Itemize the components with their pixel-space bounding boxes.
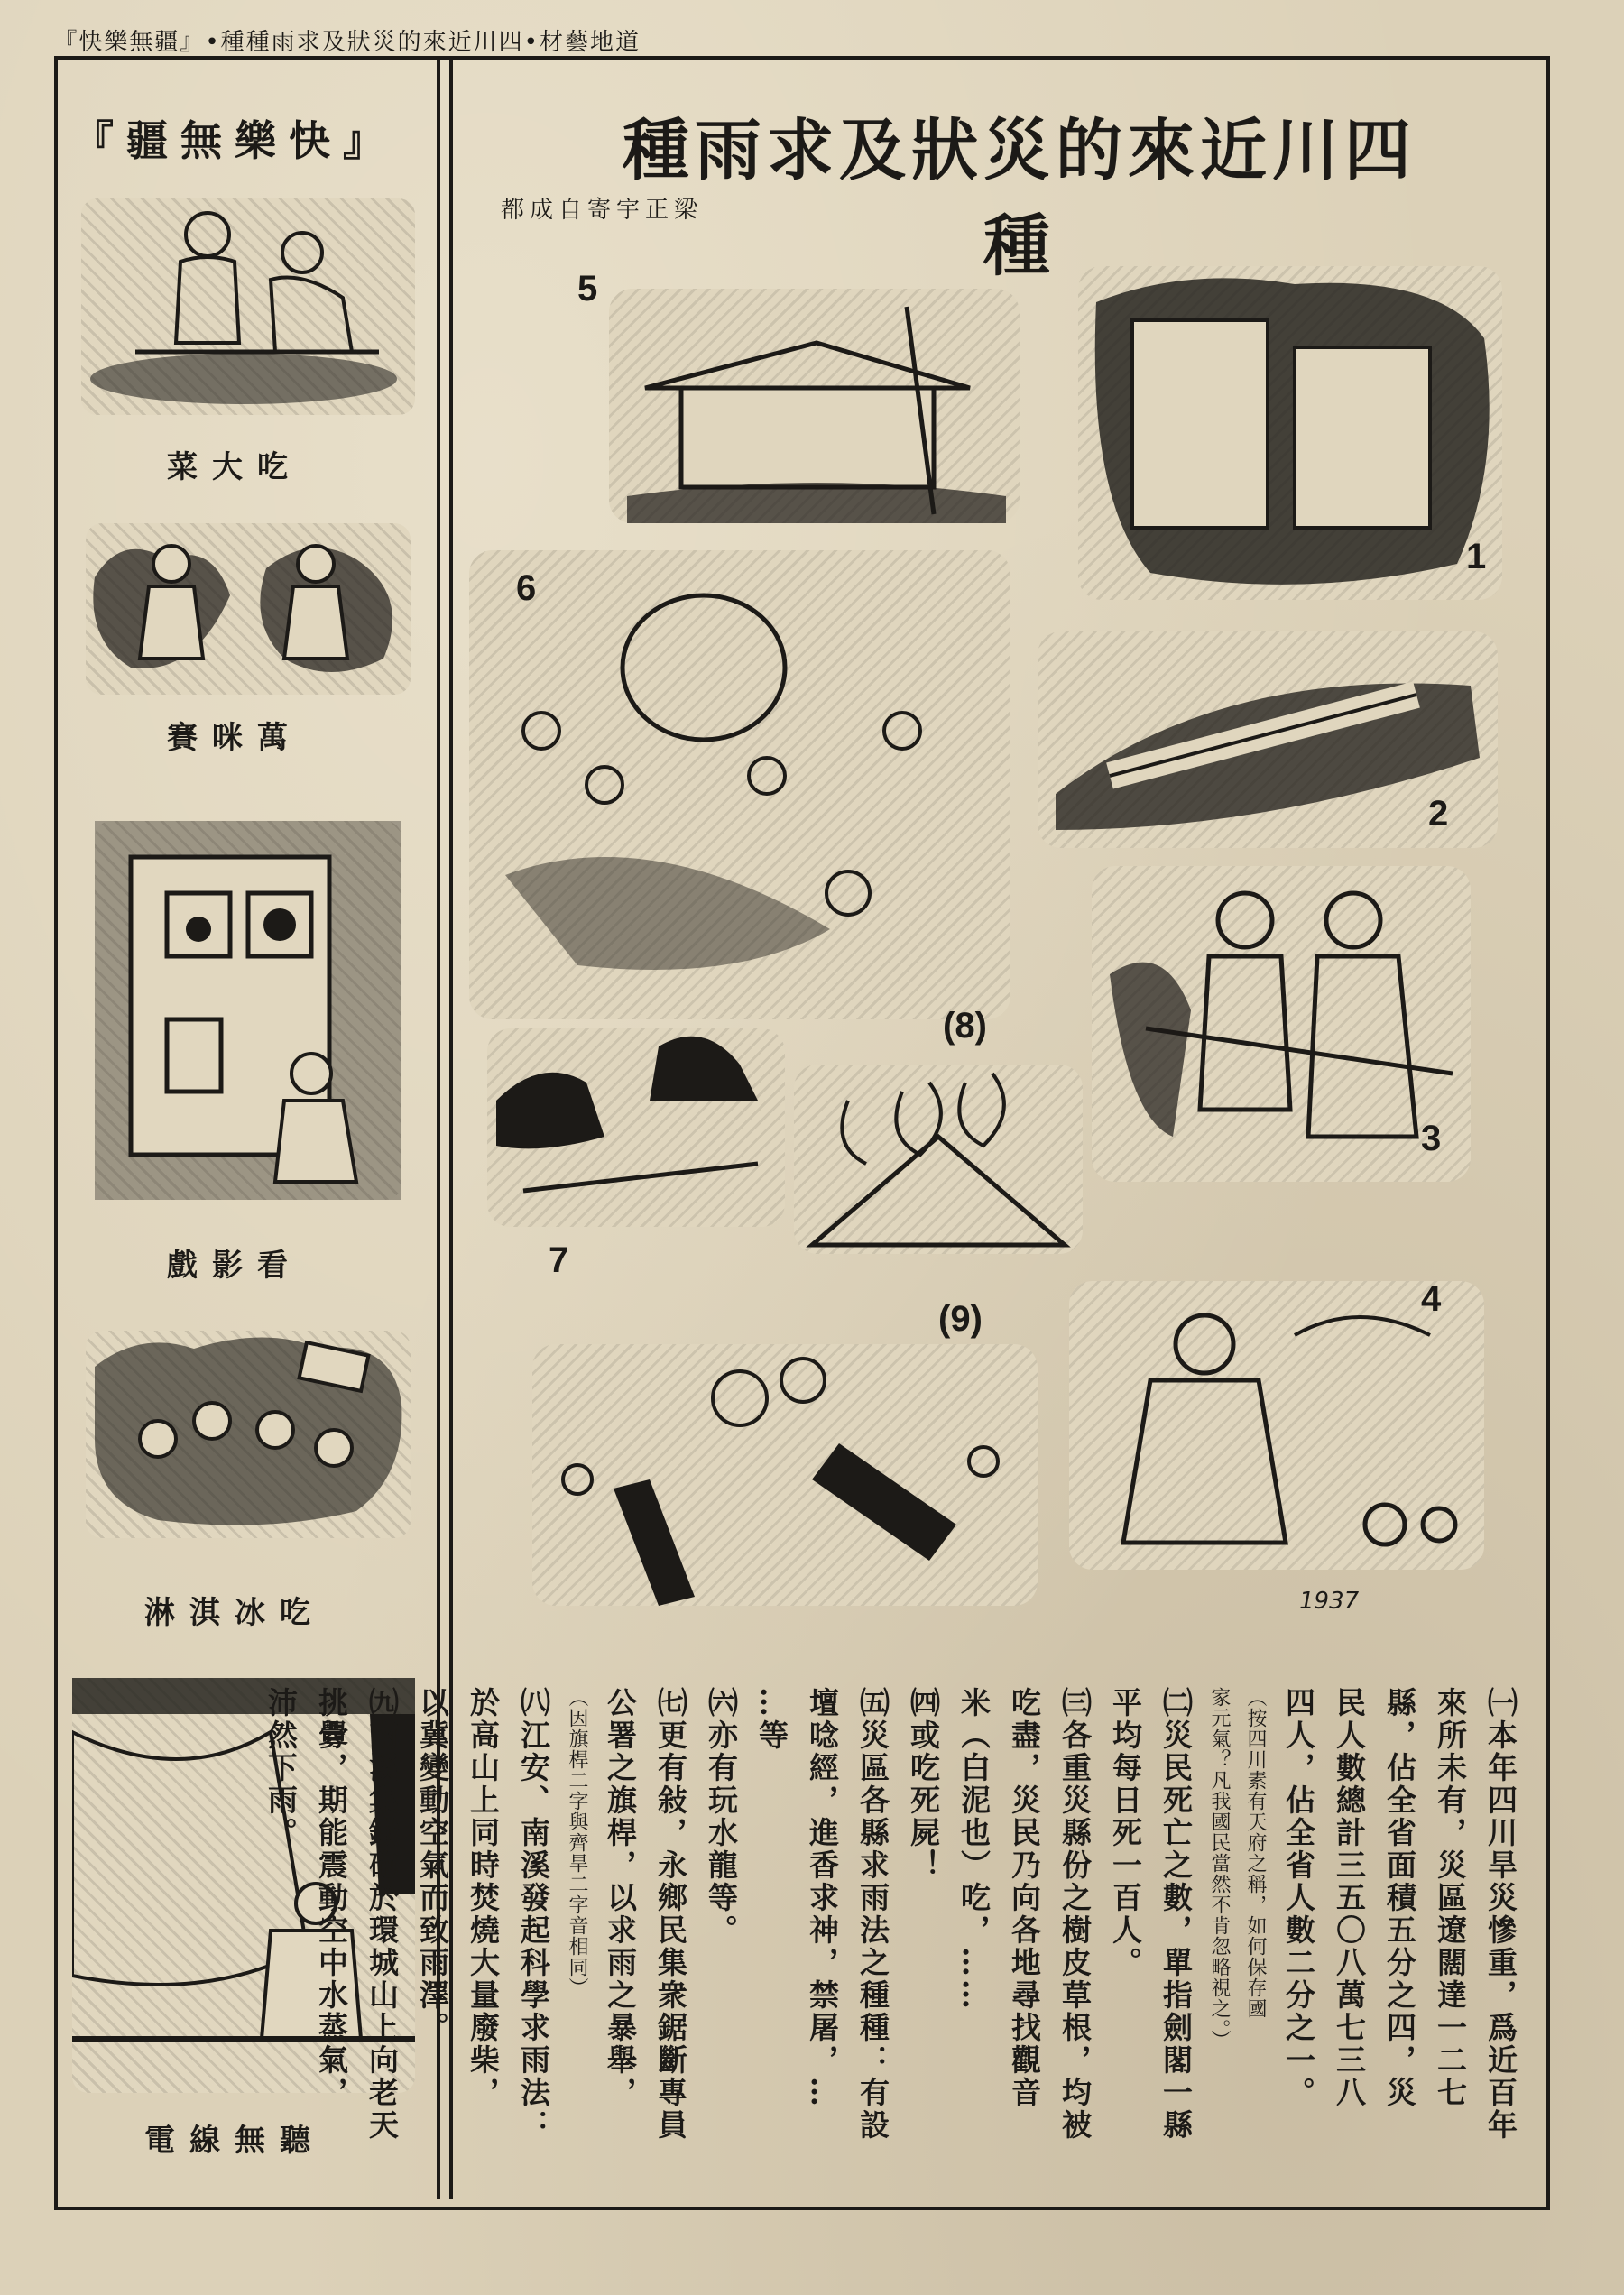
comic-panel-3 <box>1092 866 1471 1182</box>
panel-number-3: 3 <box>1421 1119 1442 1158</box>
panel-number-4: 4 <box>1421 1279 1442 1319</box>
text-column: 民人數總計三五〇八萬七三八 <box>1332 1687 1367 2109</box>
comic-panel-9 <box>532 1344 1038 1606</box>
sidebar-caption-2: 萬咪賽 <box>167 720 302 756</box>
ice-cream-crowd-sketch <box>86 1331 411 1538</box>
panel-number-9: (9) <box>938 1299 983 1339</box>
dancers-sketch <box>86 523 411 695</box>
sidebar-title: 『快樂無疆』 <box>72 116 397 165</box>
comic-panel-7 <box>487 1028 785 1227</box>
panel-number-8: (8) <box>943 1006 987 1046</box>
artist-signature: 1937 <box>1299 1588 1360 1615</box>
sidebar-caption-3: 看影戲 <box>167 1248 302 1284</box>
comic-panel-5 <box>609 289 1020 523</box>
article-body <box>263 1687 1520 2156</box>
panel-number-2: 2 <box>1428 794 1449 834</box>
text-column: 壇唸經，進香求神，禁屠，… <box>805 1687 840 2109</box>
temple-sketch <box>609 289 1020 523</box>
text-column: 縣，佔全省面積五分之四，災 <box>1382 1687 1417 2109</box>
panel-number-1: 1 <box>1466 537 1487 576</box>
text-column: 來所未有，災區遼闊達一二七 <box>1433 1687 1468 2109</box>
text-column: 平均每日死一百人。 <box>1108 1687 1143 1979</box>
sidebar-caption-1: 吃大菜 <box>167 449 302 485</box>
text-column: …等 <box>754 1687 789 1752</box>
flagpole-sketch <box>487 1028 785 1227</box>
text-column: 挑釁，期能震動空中水蒸氣， <box>314 1687 349 2109</box>
comic-panel-4 <box>1069 1281 1484 1570</box>
text-column: ㈥亦有玩水龍等。 <box>704 1687 739 1947</box>
cinema-building-sketch <box>95 821 401 1200</box>
running-header: 道地藝材•四川近來的災狀及求雨種種•『疆無樂快』 <box>53 29 641 56</box>
diners-sketch <box>81 198 415 415</box>
text-column: 於高山上同時焚燒大量廢柴， <box>466 1687 501 2109</box>
sidebar-caption-4: 吃冰淇淋 <box>144 1595 325 1631</box>
text-column: 沛然下雨。 <box>263 1687 299 1849</box>
panel-number-5: 5 <box>577 269 598 309</box>
text-column: ㈠本年四川旱災慘重，爲近百年 <box>1483 1687 1518 2142</box>
text-column: ㈢各重災縣份之樹皮草根，均被 <box>1057 1687 1093 2142</box>
text-column: 以冀變動空氣而致雨澤。 <box>415 1687 450 2044</box>
corpse-eater-sketch <box>1069 1281 1484 1570</box>
text-column: ㈣或吃死屍！ <box>906 1687 941 1882</box>
text-column: ㈡災民死亡之數，單指劍閣一縣 <box>1158 1687 1194 2142</box>
panel-number-7: 7 <box>549 1240 569 1280</box>
article-title: 四川近來的災狀及求雨種種 <box>623 112 1416 285</box>
sidebar-illustration-2 <box>86 523 411 695</box>
text-column: 吃盡，災民乃向各地尋找觀音 <box>1007 1687 1042 2109</box>
text-column: 米（白泥也）吃，…… <box>956 1687 992 2012</box>
comic-panel-8 <box>794 1065 1083 1254</box>
officials-sketch <box>1092 866 1471 1182</box>
cannons-sketch <box>532 1344 1038 1606</box>
crowd-procession-sketch <box>469 550 1010 1019</box>
sidebar-caption-5: 聽無線電 <box>144 2123 325 2159</box>
article-byline: 梁正宇寄自成都 <box>501 197 704 224</box>
comic-panel-6 <box>469 550 1010 1019</box>
sidebar-illustration-3 <box>95 821 401 1200</box>
text-column: 公署之旗桿，以求雨之暴舉， <box>603 1687 638 2109</box>
sidebar-illustration-4 <box>86 1331 411 1538</box>
text-note-column: （因旗桿二字與齊旱二字音相同） <box>566 1687 588 1998</box>
text-column: ㈤災區各縣求雨法之種種：有設 <box>855 1687 890 2142</box>
parched-field-sketch <box>1078 266 1502 600</box>
sidebar-illustration-1 <box>81 198 415 415</box>
text-column: ㈦更有敍，永鄉民集衆鋸斷專員 <box>653 1687 688 2142</box>
text-note-column: （按四川素有天府之稱，如何保存國 <box>1244 1687 1267 2019</box>
text-column: ㈨南溪集鐵砲於環城山上向老天 <box>364 1687 400 2142</box>
text-note-column: 家元氣？凡我國民當然不肯忽略視之。） <box>1208 1687 1231 2051</box>
text-column: ㈧江安、南溪發起科學求雨法： <box>516 1687 551 2142</box>
text-column: 四人，佔全省人數二分之一。 <box>1281 1687 1316 2109</box>
burning-firewood-sketch <box>794 1065 1083 1254</box>
comic-panel-1 <box>1078 266 1502 600</box>
panel-number-6: 6 <box>516 568 537 608</box>
